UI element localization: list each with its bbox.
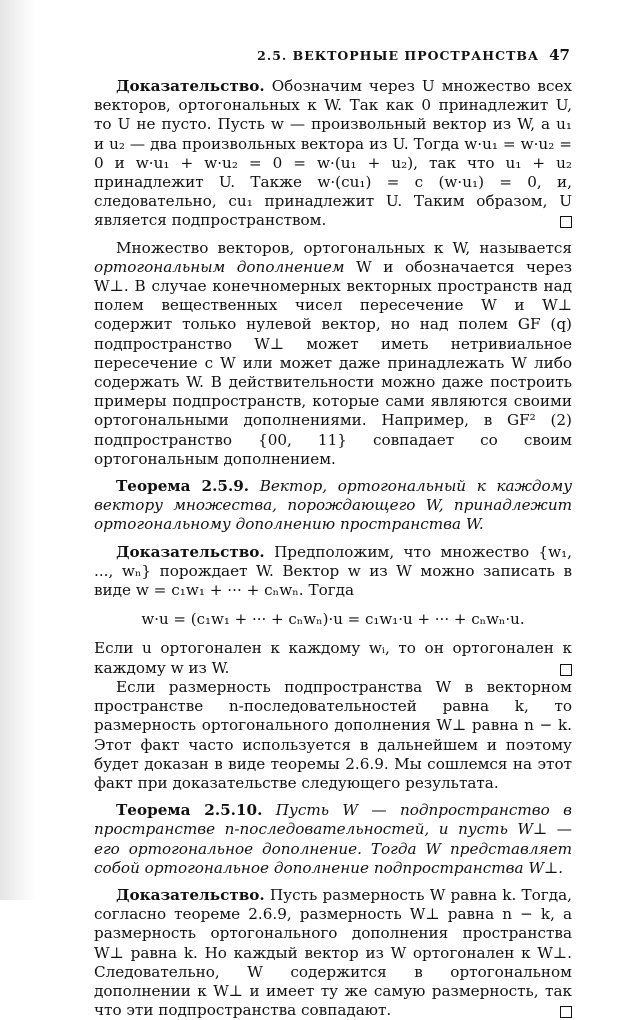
complement-paragraph bbox=[94, 239, 572, 469]
display-formula: w·u = (c₁w₁ + ··· + cₙwₙ)·u = c₁w₁·u + ··· + cₙwₙ·u. bbox=[141, 610, 525, 629]
theorem-label: Теорема 2.5.10. bbox=[116, 801, 263, 820]
proof-label: Доказательство. bbox=[116, 885, 265, 904]
qed-box-icon bbox=[560, 216, 572, 228]
proof-conclusion bbox=[94, 639, 572, 677]
qed-box-icon bbox=[560, 1006, 572, 1018]
complement-text-1: Множество векторов, ортогональных к W, называется bbox=[116, 238, 572, 257]
proof-text: Предположим, что множество {w₁, ..., wₙ} порождает W. Вектор w из W можно записать в виде w = c₁w₁ + ··· + cₙwₙ. Тогда bbox=[94, 542, 573, 600]
page-body bbox=[94, 77, 572, 1020]
theorem-statement: Пусть W — подпространство в пространстве n-последовательностей, и пусть W⊥ — его ортогональное дополнение. Тогда W представляет собой ортогональное дополнение подпространства W⊥. bbox=[94, 801, 572, 877]
page-number: 47 bbox=[549, 46, 570, 64]
proof-paragraph-1 bbox=[94, 77, 572, 231]
theorem-2-5-9 bbox=[94, 477, 572, 535]
theorem-2-5-10 bbox=[94, 801, 572, 878]
proof-paragraph-3 bbox=[94, 886, 572, 1020]
complement-text-2: W и обозначается через W⊥. В случае конечномерных векторных пространств над полем вещественных чисел пересечение W и W⊥ содержит только нулевой вектор, но над полем GF (q) подпространство W⊥ может иметь нетривиальное пересечение с W или может даже принадлежать W либо содержать W. В действительности можно даже построить примеры подпространств, которые сами являются своими ортогональными дополнениями. Например, в GF² (2) подпространство {00, 11} совпадает со своим ортогональным дополнением. bbox=[94, 257, 573, 468]
proof-label: Доказательство. bbox=[116, 77, 265, 95]
theorem-label: Теорема 2.5.9. bbox=[116, 477, 250, 496]
scan-edge-shadow bbox=[0, 0, 36, 900]
proof-text: Пусть размерность W равна k. Тогда, согласно теореме 2.6.9, размерность W⊥ равна n − k, а размерность ортогонального дополнения пространства W⊥ равна k. Но каждый вектор из W ортогонален к W⊥. Следовательно, W содержится в ортогональном дополнении к W⊥ и имеет ту же самую размерность, так что эти подпространства совпадают. bbox=[94, 885, 572, 1020]
running-header bbox=[257, 46, 570, 64]
qed-box-icon bbox=[560, 664, 572, 676]
dimension-paragraph bbox=[94, 678, 572, 793]
term-orthogonal-complement: ортогональным дополнением bbox=[94, 257, 345, 276]
theorem-statement: Вектор, ортогональный к каждому вектору множества, порождающего W, принадлежит ортогональному дополнению пространства W. bbox=[94, 477, 573, 534]
proof-conclusion-text: Если u ортогонален к каждому wᵢ, то он ортогонален к каждому w из W. bbox=[94, 639, 572, 677]
proof-paragraph-2 bbox=[94, 543, 572, 601]
proof-text: Обозначим через U множество всех векторов, ортогональных к W. Так как 0 принадлежит U, то U не пусто. Пусть w — произвольный вектор из W, а u₁ и u₂ — два произвольных вектора из U. Тогда w·u₁ = w·u₂ = 0 и w·u₁ + w·u₂ = 0 = w·(u₁ + u₂), так что u₁ + u₂ принадлежит U. Также w·(cu₁) = c (w·u₁) = 0, и, следовательно, cu₁ принадлежит U. Таким образом, U является подпространством. bbox=[94, 77, 573, 230]
section-title: 2.5. ВЕКТОРНЫЕ ПРОСТРАНСТВА bbox=[257, 48, 540, 63]
proof-label: Доказательство. bbox=[116, 542, 265, 561]
dimension-text: Если размерность подпространства W в векторном пространстве n-последовательностей равна k, то размерность ортогонального дополнения W⊥ равна n − k. Этот факт часто используется в дальнейшем и поэтому будет доказан в виде теоремы 2.6.9. Мы сошлемся на этот факт при доказательстве следующего результата. bbox=[94, 677, 572, 792]
